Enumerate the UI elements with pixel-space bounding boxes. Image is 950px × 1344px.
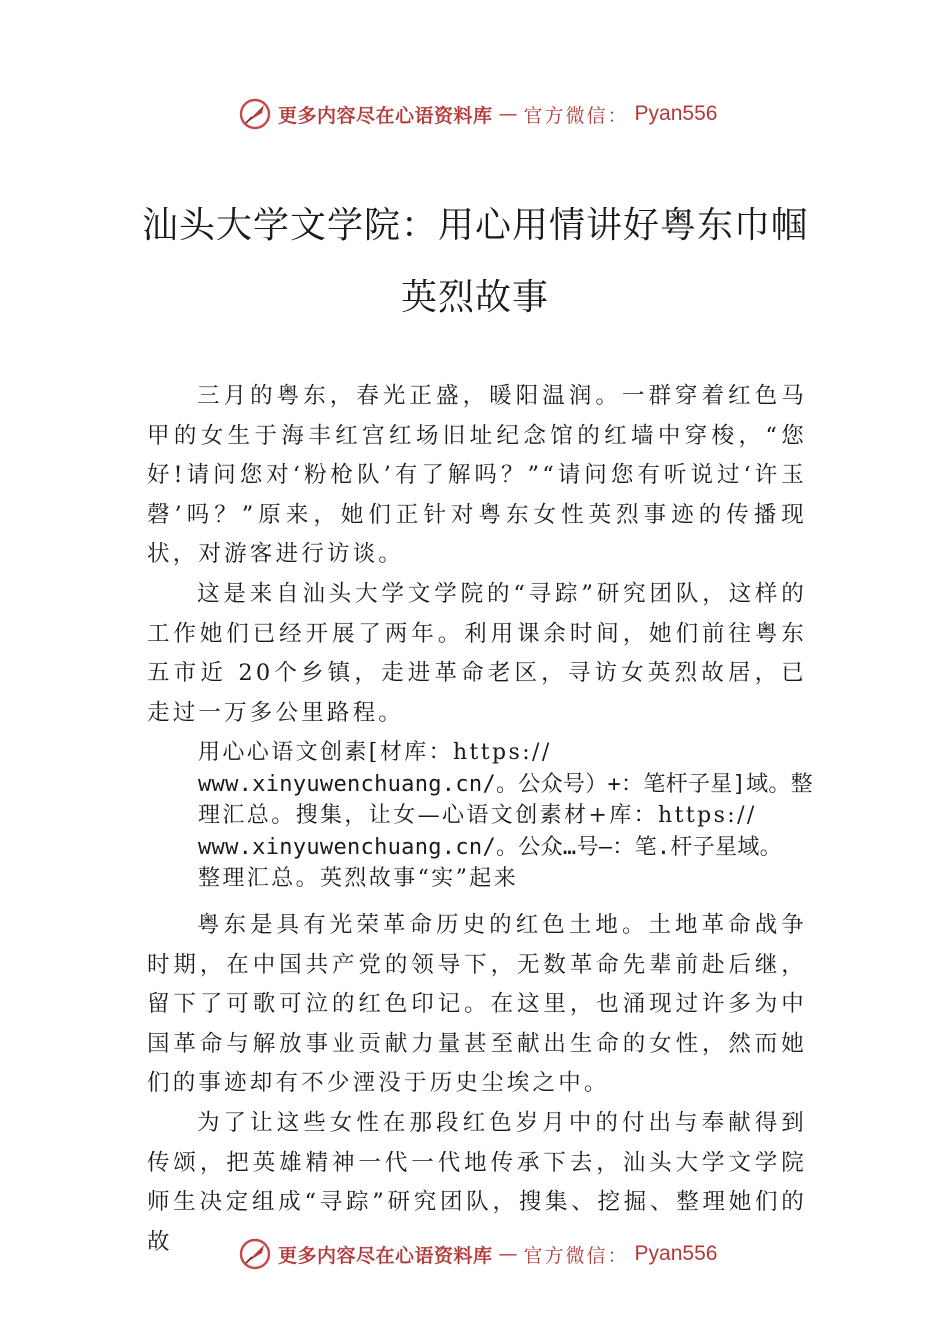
body-paragraph: 粤东是具有光荣革命历史的红色土地。土地革命战争时期，在中国共产党的领导下，无数革命先辈前赴后继，留下了可歌可泣的红色印记。在这里，也涌现过许多为中国革命与解放事业贡献力量甚至献出生命的女性，然而她们的事迹却有不少湮没于历史尘埃之中。 — [147, 912, 807, 1097]
quote-line-2: www.xinyuwenchuang.cn/。公众号）+：笔杆子星]域。整 — [198, 771, 813, 797]
quote-line-1: 用心心语文创素[材库：https:// — [198, 740, 552, 765]
title-line-1: 汕头大学文学院：用心用情讲好粤东巾帼 — [141, 205, 808, 246]
banner-dash: — — [498, 103, 518, 125]
document-title — [140, 190, 810, 334]
banner-wechat-id: Pyan556 — [634, 102, 718, 125]
quote-line-3: 理汇总。搜集，让女—心语文创素材+库：https:// — [198, 803, 757, 829]
banner-wechat-label: 官方微信： — [523, 104, 629, 127]
title-line-2: 英烈故事 — [400, 277, 549, 318]
quote-line-5: 整理汇总。英烈故事“实”起来 — [198, 866, 519, 892]
body-paragraph: 为了让这些女性在那段红色岁月中的付出与奉献得到传颂，把英雄精神一代一代地传承下去，汕头大学文学院师生决定组成“寻踪”研究团队，搜集、挖掘、整理她们的故 — [147, 1110, 807, 1255]
banner-text: 更多内容尽在心语资料库 — [278, 1244, 493, 1267]
quill-pen-logo-icon — [238, 1237, 272, 1271]
body-paragraph: 三月的粤东，春光正盛，暖阳温润。一群穿着红色马甲的女生于海丰红宫红场旧址纪念馆的红墙中穿梭，“您好!请问您对‘粉枪队’有了解吗？”“请问您有听说过‘许玉磬’吗？”原来，她们正针对粤东女性英烈事迹的传播现状，对游客进行访谈。 — [147, 383, 807, 568]
quote-line-4: www.xinyuwenchuang.cn/。公众…号—：笔.杆子星域。 — [198, 834, 782, 860]
footer-watermark-banner — [238, 1234, 758, 1274]
body-paragraph: 这是来自汕头大学文学院的“寻踪”研究团队，这样的工作她们已经开展了两年。利用课余时间，她们前往粤东五市近 20个乡镇，走进革命老区，寻访女英烈故居，已走过一万多公里路程。 — [147, 581, 807, 726]
banner-dash: — — [498, 1243, 518, 1265]
quill-pen-logo-icon — [238, 97, 272, 131]
banner-text: 更多内容尽在心语资料库 — [278, 104, 493, 127]
banner-wechat-label: 官方微信： — [523, 1244, 629, 1267]
banner-wechat-id: Pyan556 — [634, 1242, 718, 1265]
header-watermark-banner — [238, 94, 758, 134]
embedded-watermark-block — [198, 737, 838, 895]
